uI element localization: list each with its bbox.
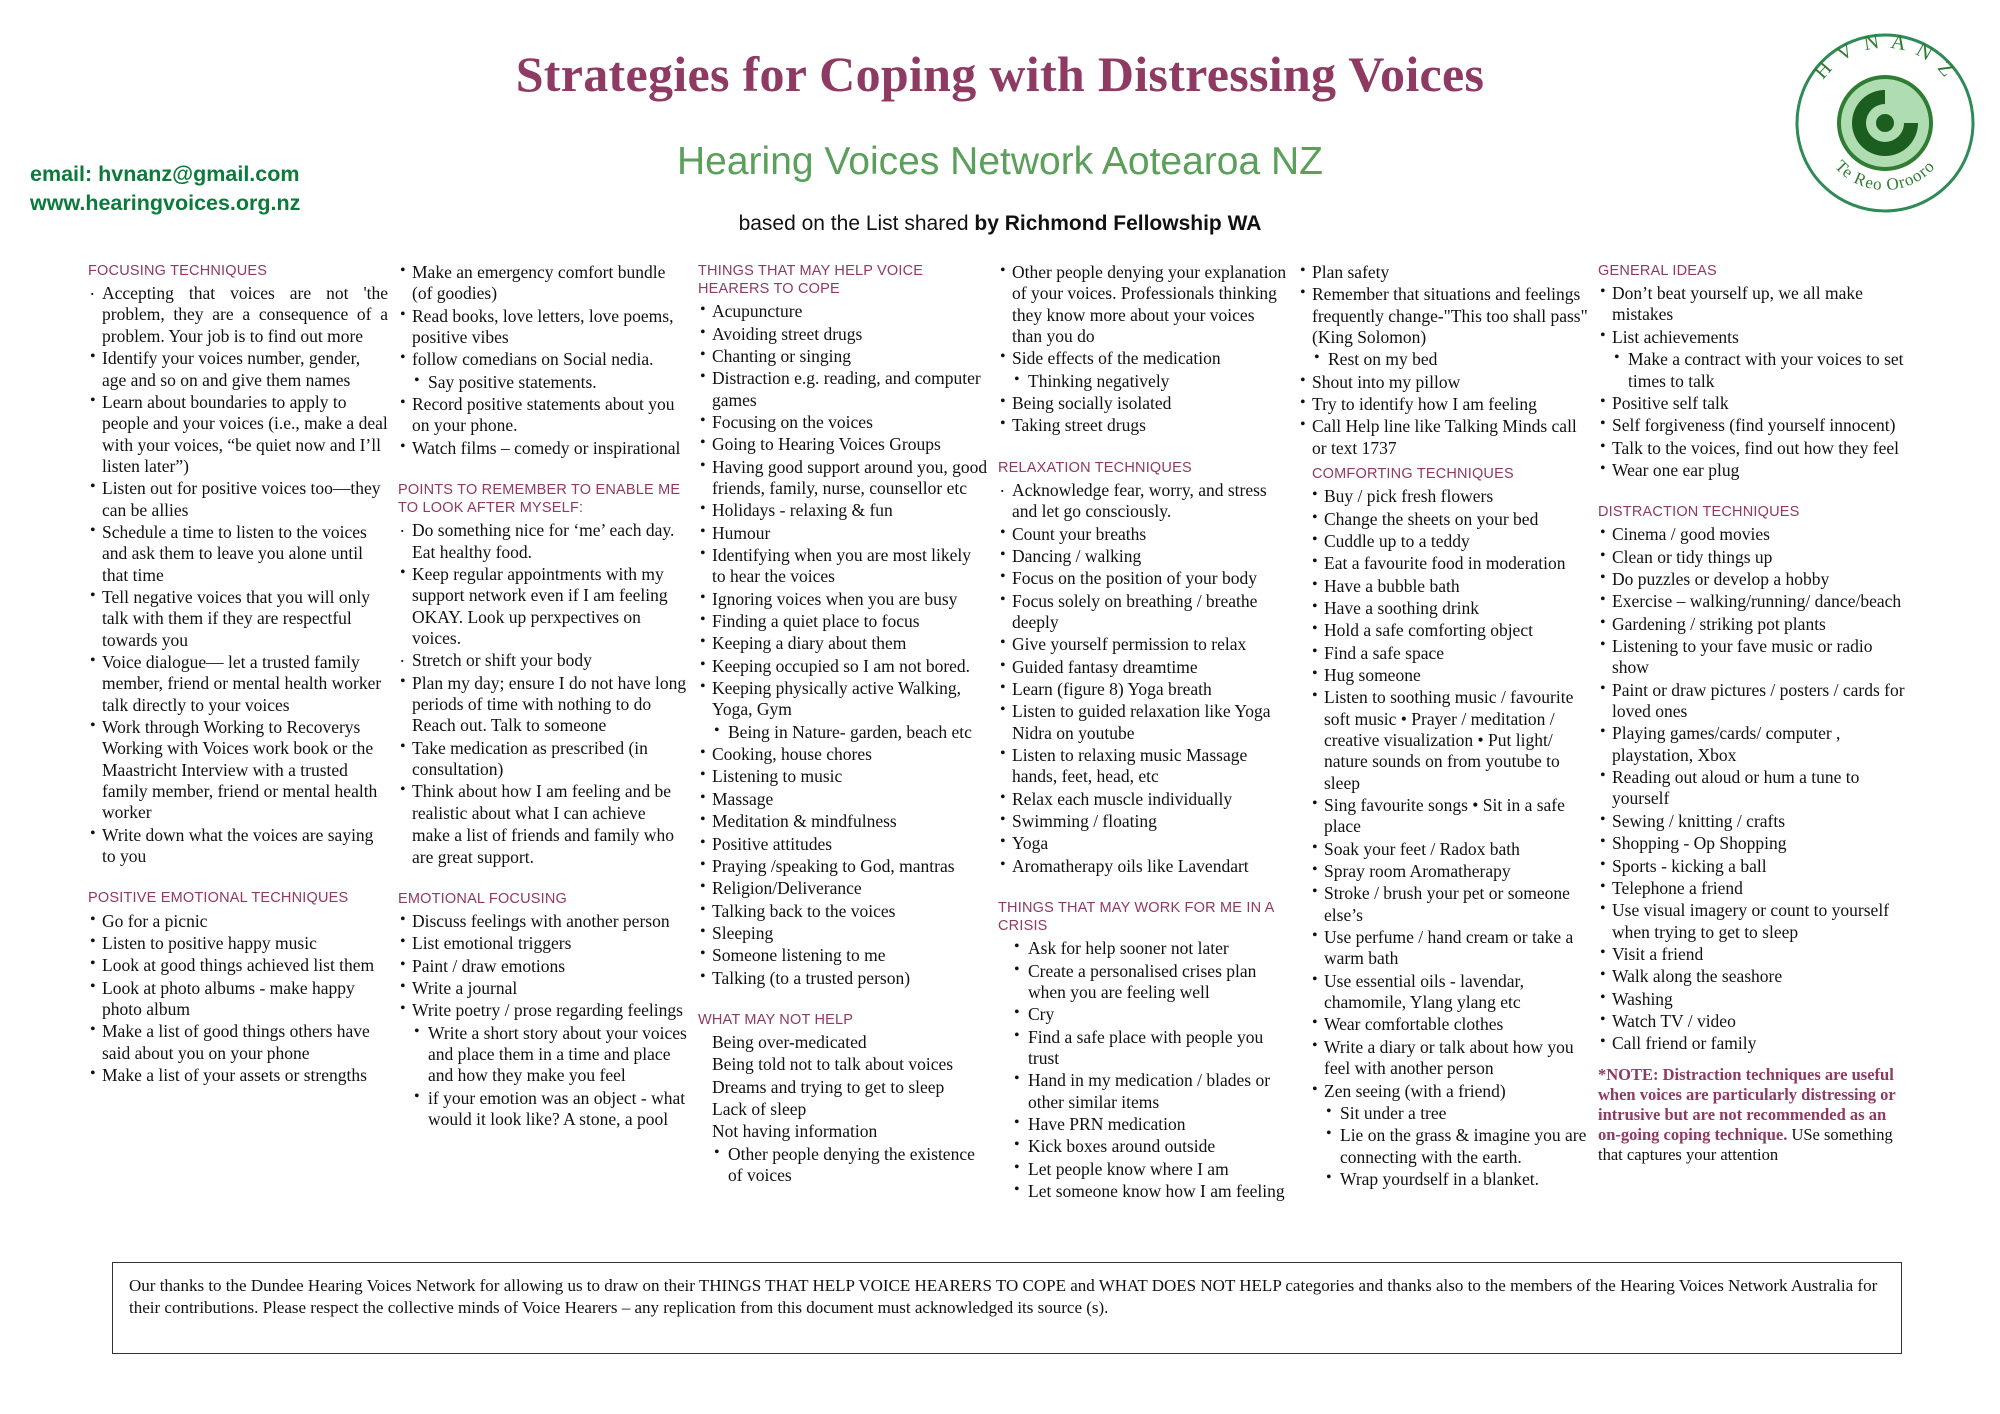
list-item: Being told not to talk about voices xyxy=(712,1054,954,1075)
list-item: • Paint / draw emotions xyxy=(398,956,688,977)
svg-text:Te Reo Orooro: Te Reo Orooro xyxy=(1831,156,1939,195)
list-what-may-not-help xyxy=(698,1032,988,1186)
list-item: • Lie on the grass & imagine you are connecting with the earth. xyxy=(1310,1125,1588,1168)
list-item: • Exercise – walking/running/ dance/beach xyxy=(1598,591,1908,612)
list-item: • Let people know where I am xyxy=(998,1159,1288,1180)
list-item: • Wrap yourdself in a blanket. xyxy=(1310,1169,1588,1190)
list-item: • Ask for help sooner not later xyxy=(998,938,1288,959)
list-item: • Have a soothing drink xyxy=(1310,598,1588,619)
list-item: • Discuss feelings with another person xyxy=(398,911,688,932)
list-item: • Make a list of your assets or strengths xyxy=(88,1065,388,1086)
list-item: • Hug someone xyxy=(1310,665,1588,686)
list-item: • Watch TV / video xyxy=(1598,1011,1908,1032)
list-item: • Positive attitudes xyxy=(698,834,988,855)
list-item: • Go for a picnic xyxy=(88,911,388,932)
list-item: • Humour xyxy=(698,523,988,544)
list-item: • Talking (to a trusted person) xyxy=(698,968,988,989)
list-item: • Write poetry / prose regarding feelings xyxy=(398,1000,688,1021)
list-item: • Take medication as prescribed (in consultation) xyxy=(398,738,688,781)
based-on-source: by Richmond Fellowship WA xyxy=(974,212,1262,235)
list-item: make a list of friends and family who are great support. xyxy=(412,825,674,867)
list-item: • Gardening / striking pot plants xyxy=(1598,614,1908,635)
list-item: • List achievements xyxy=(1598,327,1908,348)
list-item: • Plan my day; ensure I do not have long periods of time with nothing to do Reach out. Talk to someone xyxy=(398,673,688,737)
list-item: • Listening to music xyxy=(698,766,988,787)
list-item: • Aromatherapy oils like Lavendart xyxy=(998,856,1288,877)
list-item: • Think about how I am feeling and be realistic about what I can achieve xyxy=(398,781,688,824)
list-item: • Focus on the position of your body xyxy=(998,568,1288,589)
list-item: • Try to identify how I am feeling xyxy=(1298,394,1588,415)
list-item: • Other people denying your explanation of your voices. Professionals thinking they know more about your voices than you do xyxy=(998,262,1288,347)
list-distraction-techniques xyxy=(1598,524,1908,1054)
column-6 xyxy=(1598,262,1918,1203)
list-item: • Visit a friend xyxy=(1598,944,1908,965)
list-item: Being over-medicated xyxy=(712,1032,867,1053)
section-title-general-ideas: GENERAL IDEAS xyxy=(1598,263,1717,279)
list-item: • Talking back to the voices xyxy=(698,901,988,922)
list-item: • Soak your feet / Radox bath xyxy=(1310,839,1588,860)
list-item: • Stroke / brush your pet or someone else’s xyxy=(1310,883,1588,926)
list-item: • Have PRN medication xyxy=(998,1114,1288,1135)
list-item: . Accepting that voices are not 'the problem, they are a consequence of a problem. Your job is to find out more xyxy=(88,283,388,347)
list-item: • Use perfume / hand cream or take a warm bath xyxy=(1310,927,1588,970)
list-item: • Make a list of good things others have said about you on your phone xyxy=(88,1021,388,1064)
list-item: • Give yourself permission to relax xyxy=(998,634,1288,655)
list-points-to-remember xyxy=(398,520,688,868)
list-item: • Write a short story about your voices and place them in a time and place and how they make you feel xyxy=(398,1023,688,1087)
organisation-name: Hearing Voices Network Aotearoa NZ xyxy=(677,140,1323,183)
list-item: • Reading out aloud or hum a tune to yourself xyxy=(1598,767,1908,810)
list-item: • Talk to the voices, find out how they feel xyxy=(1598,438,1908,459)
list-item: • Record positive statements about you on your phone. xyxy=(398,394,688,437)
list-focusing-techniques xyxy=(88,283,388,867)
list-item: • Keeping physically active Walking, Yoga, Gym xyxy=(698,678,988,721)
column-1 xyxy=(88,262,398,1203)
list-item: • Listen to guided relaxation like Yoga Nidra on youtube xyxy=(998,701,1288,744)
list-item: • Chanting or singing xyxy=(698,346,988,367)
list-item: • Call Help line like Talking Minds call or text 1737 xyxy=(1298,416,1588,459)
list-item: • Make a contract with your voices to set times to talk xyxy=(1598,349,1908,392)
list-item: • Listening to your fave music or radio show xyxy=(1598,636,1908,679)
list-item: . Acknowledge fear, worry, and stress and let go consciously. xyxy=(998,480,1288,523)
list-item: • Eat a favourite food in moderation xyxy=(1310,553,1588,574)
list-comfort-items xyxy=(398,262,688,459)
list-item: Lack of sleep xyxy=(712,1099,807,1120)
list-item: • Hold a safe comforting object xyxy=(1310,620,1588,641)
list-item: • Plan safety xyxy=(1298,262,1588,283)
list-comforting-techniques xyxy=(1310,486,1588,1190)
distraction-note-rest: USe something that captures your attention xyxy=(1598,1124,1893,1165)
list-item: • Learn (figure 8) Yoga breath xyxy=(998,679,1288,700)
list-item: • Read books, love letters, love poems, positive vibes xyxy=(398,306,688,349)
page-title: Strategies for Coping with Distressing Voices xyxy=(515,46,1485,102)
list-item: • Don’t beat yourself up, we all make mistakes xyxy=(1598,283,1908,326)
list-item: • Look at photo albums - make happy photo album xyxy=(88,978,388,1021)
list-item: • Voice dialogue— let a trusted family member, friend or mental health worker talk directly to your voices xyxy=(88,652,388,716)
list-item: • Kick boxes around outside xyxy=(998,1136,1288,1157)
list-item: • Watch films – comedy or inspirational xyxy=(398,438,688,459)
list-item: • Make an emergency comfort bundle (of goodies) xyxy=(398,262,688,305)
list-item: • Sports - kicking a ball xyxy=(1598,856,1908,877)
acknowledgement-text: Our thanks to the Dundee Hearing Voices Network for allowing us to draw on their THINGS THAT HELP VOICE HEARERS TO COPE and WHAT DOES NOT HELP categories and thanks also to the members of the Hearing Voices Network Australia for their contributions. Please respect the collective minds of Voice Hearers – any replication from this document must acknowledged its source (s). xyxy=(129,1276,1878,1318)
section-title-points-to-remember: POINTS TO REMEMBER TO ENABLE ME TO LOOK AFTER MYSELF: xyxy=(398,482,681,517)
list-item: • Sleeping xyxy=(698,923,988,944)
list-item: • Walk along the seashore xyxy=(1598,966,1908,987)
list-relaxation-techniques xyxy=(998,480,1288,877)
list-item: • Keep regular appointments with my support network even if I am feeling OKAY. Look up perxpectives on voices. xyxy=(398,564,688,649)
list-item: • Cuddle up to a teddy xyxy=(1310,531,1588,552)
list-item: . Stretch or shift your body xyxy=(398,650,688,671)
list-item: • Playing games/cards/ computer , playstation, Xbox xyxy=(1598,723,1908,766)
list-item: • Cry xyxy=(998,1004,1288,1025)
list-item: • Keeping a diary about them xyxy=(698,633,988,654)
list-item: • Create a personalised crises plan when you are feeling well xyxy=(998,961,1288,1004)
list-item: • Cooking, house chores xyxy=(698,744,988,765)
list-item: • Holidays - relaxing & fun xyxy=(698,500,988,521)
list-item: • Being socially isolated xyxy=(998,393,1288,414)
section-title-relaxation-techniques: RELAXATION TECHNIQUES xyxy=(998,459,1192,476)
list-item: • Listen out for positive voices too—they can be allies xyxy=(88,478,388,521)
list-item: • Wear comfortable clothes xyxy=(1310,1014,1588,1035)
list-item: • Swimming / floating xyxy=(998,811,1288,832)
list-item: • Being in Nature- garden, beach etc xyxy=(698,722,988,743)
list-item: • List emotional triggers xyxy=(398,933,688,954)
list-item: • Schedule a time to listen to the voices and ask them to leave you alone until that time xyxy=(88,522,388,586)
list-unhelpful-continued xyxy=(998,262,1288,437)
list-item: • Remember that situations and feelings frequently change-"This too shall pass" (King Solomon) xyxy=(1298,284,1588,348)
list-item: • Use visual imagery or count to yourself when trying to get to sleep xyxy=(1598,900,1908,943)
poster-header xyxy=(0,0,2000,250)
column-3 xyxy=(698,262,998,1203)
list-item: • Let someone know how I am feeling xyxy=(998,1181,1288,1202)
list-item: • Focusing on the voices xyxy=(698,412,988,433)
list-item: Dreams and trying to get to sleep xyxy=(712,1076,945,1097)
list-item: • Avoiding street drugs xyxy=(698,324,988,345)
list-emotional-focusing xyxy=(398,911,688,1130)
list-item: • Other people denying the existence of voices xyxy=(698,1144,988,1187)
column-5 xyxy=(1298,262,1598,1203)
section-title-distraction-techniques: DISTRACTION TECHNIQUES xyxy=(1598,504,1800,521)
list-item: • Telephone a friend xyxy=(1598,878,1908,899)
list-item: • Shout into my pillow xyxy=(1298,372,1588,393)
section-title-comforting-techniques: COMFORTING TECHNIQUES xyxy=(1312,466,1514,483)
column-4 xyxy=(998,262,1298,1203)
section-title-things-that-may-help: THINGS THAT MAY HELP VOICE HEARERS TO COPE xyxy=(698,263,924,298)
list-item: • Do puzzles or develop a hobby xyxy=(1598,569,1908,590)
acknowledgement-box xyxy=(112,1262,1902,1354)
hvnanz-logo xyxy=(1790,28,1980,218)
list-item: • Sing favourite songs • Sit in a safe place xyxy=(1310,795,1588,838)
list-item: • Spray room Aromatherapy xyxy=(1310,861,1588,882)
list-item: • Buy / pick fresh flowers xyxy=(1310,486,1588,507)
contact-website: www.hearingvoices.org.nz xyxy=(30,191,301,216)
list-item: • Listen to soothing music / favourite soft music • Prayer / meditation / creative visualization • Put light/ nature sounds on from youtube to sleep xyxy=(1310,687,1588,794)
list-item: • Finding a quiet place to focus xyxy=(698,611,988,632)
list-item: • Guided fantasy dreamtime xyxy=(998,657,1288,678)
list-crisis-continued xyxy=(1298,262,1588,459)
list-item: • Rest on my bed xyxy=(1298,349,1588,370)
list-item: • Write down what the voices are saying to you xyxy=(88,825,388,868)
svg-text:H V N A N Z: H V N A N Z xyxy=(1808,28,1962,84)
list-item: • Religion/Deliverance xyxy=(698,878,988,899)
list-item: • Shopping - Op Shopping xyxy=(1598,833,1908,854)
list-item: • Taking street drugs xyxy=(998,415,1288,436)
list-item: • Someone listening to me xyxy=(698,945,988,966)
column-2 xyxy=(398,262,698,1203)
list-item: • Tell negative voices that you will only talk with them if they are respectful towards you xyxy=(88,587,388,651)
list-item: • Zen seeing (with a friend) xyxy=(1310,1081,1588,1102)
list-item: • Sit under a tree xyxy=(1310,1103,1588,1124)
section-title-focusing-techniques: FOCUSING TECHNIQUES xyxy=(88,263,268,279)
list-item: • Self forgiveness (find yourself innocent) xyxy=(1598,415,1908,436)
list-item: • Say positive statements. xyxy=(398,372,688,393)
list-item: • if your emotion was an object - what would it look like? A stone, a pool xyxy=(398,1088,688,1131)
list-general-ideas xyxy=(1598,283,1908,481)
list-item: • Look at good things achieved list them xyxy=(88,955,388,976)
distraction-note-bold: *NOTE: Distraction techniques are useful when voices are particularly distressing or intrusive but are not recommended as an on-going coping technique. xyxy=(1598,1064,1896,1144)
list-item: • Keeping occupied so I am not bored. xyxy=(698,656,988,677)
list-item: • Washing xyxy=(1598,989,1908,1010)
list-item: • Massage xyxy=(698,789,988,810)
list-item: • Yoga xyxy=(998,833,1288,854)
contact-block xyxy=(30,160,300,218)
list-item: • Learn about boundaries to apply to people and your voices (i.e., make a deal with your voices, “be quiet now and I’ll listen later”) xyxy=(88,392,388,477)
list-item: • Listen to positive happy music xyxy=(88,933,388,954)
list-item: • Have a bubble bath xyxy=(1310,576,1588,597)
list-positive-emotional-techniques xyxy=(88,911,388,1087)
list-item: . Do something nice for ‘me’ each day. Eat healthy food. xyxy=(398,520,688,563)
list-item: • Dancing / walking xyxy=(998,546,1288,567)
list-item: • Meditation & mindfulness xyxy=(698,811,988,832)
list-item: • Relax each muscle individually xyxy=(998,789,1288,810)
list-item: • Find a safe space xyxy=(1310,643,1588,664)
list-item: • Change the sheets on your bed xyxy=(1310,509,1588,530)
list-item: • Going to Hearing Voices Groups xyxy=(698,434,988,455)
list-item: • Focus solely on breathing / breathe deeply xyxy=(998,591,1288,634)
list-item: Not having information xyxy=(712,1121,878,1142)
list-item: • Wear one ear plug xyxy=(1598,460,1908,481)
list-item: • Ignoring voices when you are busy xyxy=(698,589,988,610)
list-item: • Clean or tidy things up xyxy=(1598,547,1908,568)
distraction-note xyxy=(1598,1065,1908,1166)
list-item: • Call friend or family xyxy=(1598,1033,1908,1054)
list-item: • Listen to relaxing music Massage hands, feet, head, etc xyxy=(998,745,1288,788)
list-item: • Write a journal xyxy=(398,978,688,999)
list-item: • Having good support around you, good friends, family, nurse, counsellor etc xyxy=(698,457,988,500)
list-item: • Write a diary or talk about how you feel with another person xyxy=(1310,1037,1588,1080)
list-item: • Identifying when you are most likely to hear the voices xyxy=(698,545,988,588)
list-item: • Paint or draw pictures / posters / cards for loved ones xyxy=(1598,680,1908,723)
list-item: • Hand in my medication / blades or other similar items xyxy=(998,1070,1288,1113)
list-crisis xyxy=(998,938,1288,1202)
list-item: • Count your breaths xyxy=(998,524,1288,545)
section-title-positive-emotional-techniques: POSITIVE EMOTIONAL TECHNIQUES xyxy=(88,890,349,907)
section-title-what-may-not-help: WHAT MAY NOT HELP xyxy=(698,1011,854,1028)
based-on-prefix: based on the List shared xyxy=(738,212,975,235)
section-title-crisis: THINGS THAT MAY WORK FOR ME IN A CRISIS xyxy=(998,900,1274,935)
content-columns xyxy=(88,262,1958,1203)
list-item: • Work through Working to Recoverys Working with Voices work book or the Maastricht Interview with a trusted family member, friend or mental health worker xyxy=(88,717,388,824)
list-item: • follow comedians on Social nedia. xyxy=(398,349,688,370)
list-item: • Sewing / knitting / crafts xyxy=(1598,811,1908,832)
list-item: • Thinking negatively xyxy=(998,371,1288,392)
list-item: • Distraction e.g. reading, and computer games xyxy=(698,368,988,411)
list-item: • Use essential oils - lavendar, chamomile, Ylang ylang etc xyxy=(1310,971,1588,1014)
section-title-emotional-focusing: EMOTIONAL FOCUSING xyxy=(398,890,568,907)
list-item: • Positive self talk xyxy=(1598,393,1908,414)
list-things-that-may-help xyxy=(698,301,988,989)
list-item: • Side effects of the medication xyxy=(998,348,1288,369)
list-item: • Cinema / good movies xyxy=(1598,524,1908,545)
list-item: • Praying /speaking to God, mantras xyxy=(698,856,988,877)
list-item: • Acupuncture xyxy=(698,301,988,322)
contact-email: email: hvnanz@gmail.com xyxy=(30,162,300,186)
list-item: • Find a safe place with people you trust xyxy=(998,1027,1288,1070)
list-item: • Identify your voices number, gender, age and so on and give them names xyxy=(88,348,388,391)
